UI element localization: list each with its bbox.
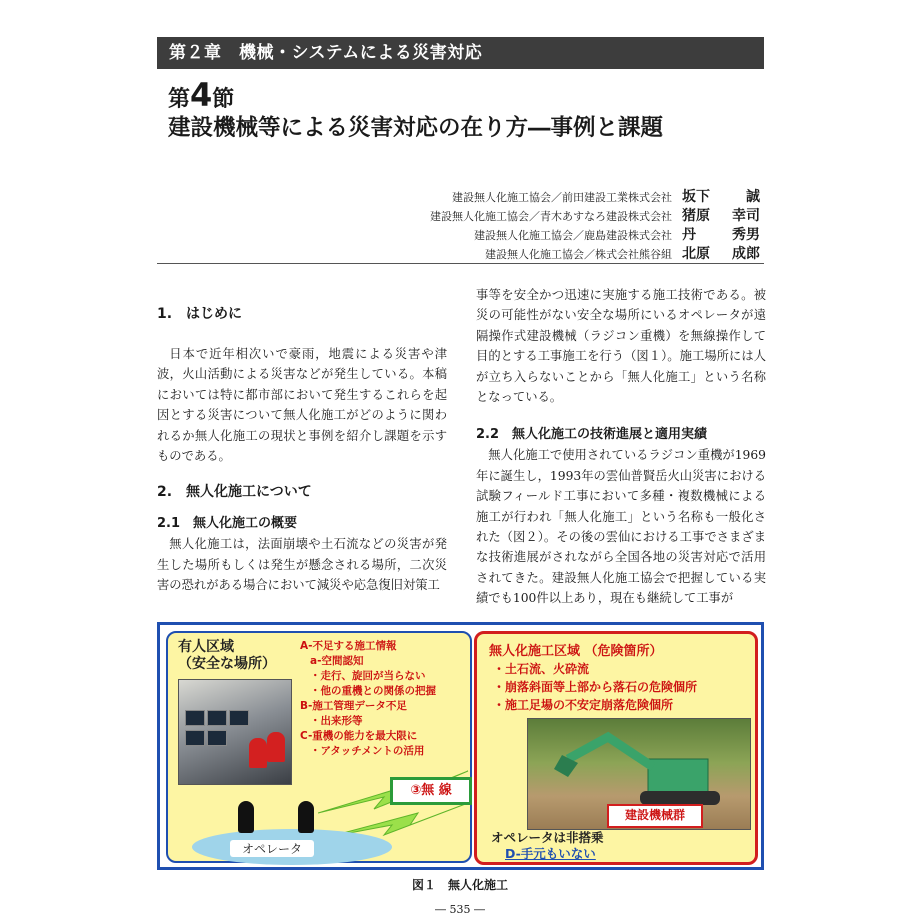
operator-icon [238,801,254,833]
author-affiliation: 建設無人化施工協会／前田建設工業株式会社 [452,191,672,204]
author-list [430,186,760,262]
author-name: 北原 成郎 [682,246,760,262]
paragraph-overview-continued: 事等を安全かつ迅速に実施する施工技術である。被災の可能性がない安全な場所にいるオペレータが遠隔操作式建設機械（ラジコン重機）を無線操作して目的とする工事施工を行う（図１）。施工場所には人が立ち入らないことから「無人化施工」という名称となっている。 [476,288,766,405]
hazard-list [493,660,697,714]
list-item: ・アタッチメントの活用 [310,745,425,757]
heading-introduction: 1. はじめに [157,306,243,322]
author-affiliation: 建設無人化施工協会／青木あすなろ建設株式会社 [430,210,672,223]
section-prefix: 第 [168,87,191,112]
author-name: 丹 秀男 [682,227,760,243]
author-affiliation: 建設無人化施工協会／株式会社熊谷組 [485,248,672,261]
operator-label: オペレータ [230,840,314,857]
section-title: 建設機械等による災害対応の在り方―事例と課題 [168,115,664,141]
figure-unmanned-construction [157,622,764,870]
page-number: ― 535 ― [435,903,485,916]
author-row [430,224,760,243]
insufficient-info-list [300,639,470,759]
author-name: 猪原 幸司 [682,208,760,224]
header-divider [157,263,764,264]
body-column-left [157,285,447,596]
operator-not-aboard-note: オペレータは非搭乗 D-手元もいない [491,830,604,861]
list-item: C-重機の能力を最大限に [300,730,418,742]
heading-progress: 2.2 無人化施工の技術進展と適用実績 [476,427,708,443]
list-item: a-空間認知 [310,655,364,667]
author-row [430,186,760,205]
list-item: ・施工足場の不安定崩落危険個所 [493,698,674,712]
machine-group-label: 建設機械群 [607,804,703,828]
author-affiliation: 建設無人化施工協会／鹿島建設株式会社 [474,229,672,242]
author-name: 坂下 誠 [682,189,760,205]
unmanned-zone [474,631,758,865]
body-column-right [476,285,766,609]
paragraph-overview: 無人化施工は，法面崩壊や土石流などの災害が発生した場所もしくは発生が懸念される場所，二次災害の恐れがある場合において減災や応急復旧対策工 [157,537,447,593]
manned-zone [166,631,472,863]
paragraph-introduction: 日本で近年相次いで豪雨，地震による災害や津波，火山活動による災害などが発生している。本稿においては特に都市部において発生するこれらを起因とする災害について無人化施工がどのように関われるか無人化施工の現状と事例を紹介し課題を示すものである。 [157,347,447,464]
control-room-photo [178,679,292,785]
operator-icon [298,801,314,833]
figure-caption: 図１ 無人化施工 [411,878,508,892]
heading-overview: 2.1 無人化施工の概要 [157,516,298,532]
author-row [430,243,760,262]
list-item: ・出来形等 [310,715,363,727]
list-item: ・土石流、火砕流 [493,662,590,676]
list-item: ・走行、旋回が当らない [310,670,426,682]
list-item: A-不足する施工情報 [300,640,397,652]
author-row [430,205,760,224]
unmanned-zone-title: 無人化施工区域 （危険箇所） [489,644,663,659]
section-number: 4 [190,76,213,114]
paragraph-progress: 無人化施工で使用されているラジコン重機が1969年に誕生し，1993年の雲仙普賢岳火山災害における試験フィールド工事において多種・複数機械による施工が行われ「無人化施工」という名称も一般化された（図２）。その後の雲仙における工事でさまざまな技術進展がされながら全国各地の災害対応で活用されてきた。建設無人化施工協会で把握している実績でも100件以上あり，現在も継続して工事が [476,448,766,606]
section-suffix: 節 [212,87,235,112]
wireless-label: ③無 線 [390,777,472,805]
heading-unmanned-construction: 2. 無人化施工について [157,484,312,501]
chapter-banner: 第２章 機械・システムによる災害対応 [157,37,764,69]
list-item: ・他の重機との関係の把握 [310,685,436,697]
list-item: B-施工管理データ不足 [300,700,407,712]
manned-zone-title: 有人区域 （安全な場所） [178,639,276,672]
section-label [168,76,235,115]
list-item: ・崩落斜面等上部から落石の危険個所 [493,680,698,694]
